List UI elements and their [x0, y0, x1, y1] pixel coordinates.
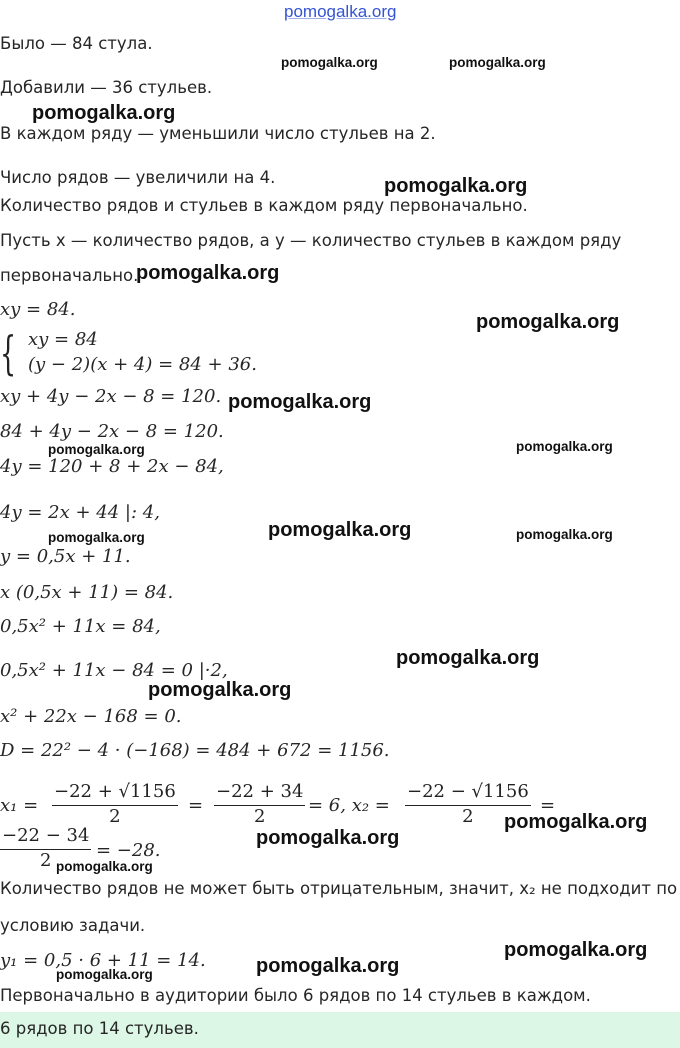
fraction-denominator: 2: [109, 806, 121, 827]
equation-4y: 4y = 120 + 8 + 2x − 84,: [0, 456, 224, 477]
system-brace: {: [0, 326, 17, 380]
watermark: pomogalka.org: [256, 955, 400, 977]
equation-expanded: xy + 4y − 2x − 8 = 120.: [0, 386, 222, 407]
text-line-given-chairs: Было — 84 стула.: [0, 34, 153, 53]
watermark: pomogalka.org: [476, 311, 620, 333]
watermark: pomogalka.org: [56, 859, 153, 874]
watermark: pomogalka.org: [268, 519, 412, 541]
watermark: pomogalka.org: [504, 811, 648, 833]
fraction-numerator: −22 + 34: [214, 781, 305, 806]
answer-text: 6 рядов по 14 стульев.: [0, 1019, 199, 1038]
system-eq-1: xy = 84: [28, 329, 98, 350]
watermark: pomogalka.org: [48, 530, 145, 545]
watermark: pomogalka.org: [284, 2, 397, 21]
watermark: pomogalka.org: [504, 939, 648, 961]
fraction-numerator: −22 − √1156: [405, 781, 531, 806]
text-line-increased-rows: Число рядов — увеличили на 4.: [0, 168, 276, 187]
watermark: pomogalka.org: [281, 55, 378, 70]
watermark: pomogalka.org: [228, 391, 372, 413]
text-line-negative: Количество рядов не может быть отрицательным, значит, x₂ не подходит по: [0, 879, 678, 898]
equals-sign: =: [188, 795, 204, 816]
text-line-let-cont: первоначально.: [0, 266, 139, 285]
fraction-denominator: 2: [462, 806, 474, 827]
fraction-x1-sqrt: [52, 781, 178, 828]
text-line-condition: условию задачи.: [0, 916, 146, 935]
equation-y: y = 0,5x + 11.: [0, 546, 131, 567]
text-line-decreased: В каждом ряду — уменьшили число стульев на 2.: [0, 124, 436, 143]
fraction-numerator: −22 + √1156: [52, 781, 178, 806]
text-line-conclusion: Первоначально в аудитории было 6 рядов по 14 стульев в каждом.: [0, 986, 591, 1005]
equation-substituted: 84 + 4y − 2x − 8 = 120.: [0, 421, 224, 442]
text-line-unknown: Количество рядов и стульев в каждом ряду первоначально.: [0, 196, 528, 215]
watermark: pomogalka.org: [136, 262, 280, 284]
fraction-denominator: 2: [39, 850, 52, 871]
text-line-added-chairs: Добавили — 36 стульев.: [0, 78, 213, 97]
watermark: pomogalka.org: [256, 827, 400, 849]
watermark: pomogalka.org: [48, 442, 145, 457]
equation-substitute-y: x (0,5x + 11) = 84.: [0, 582, 174, 603]
equation-quadratic-3: x² + 22x − 168 = 0.: [0, 706, 182, 727]
equation-xy: xy = 84.: [0, 299, 76, 320]
watermark: pomogalka.org: [516, 439, 613, 454]
fraction-denominator: 2: [253, 806, 266, 827]
equation-y1: y₁ = 0,5 · 6 + 11 = 14.: [0, 950, 206, 971]
equals-sign: =: [540, 795, 556, 816]
watermark: pomogalka.org: [32, 102, 176, 124]
equation-quadratic-2: 0,5x² + 11x − 84 = 0 |·2,: [0, 660, 228, 681]
root-x1-result: = 6, x₂ =: [308, 795, 390, 816]
root-x2-result: = −28.: [96, 840, 161, 861]
watermark: pomogalka.org: [449, 55, 546, 70]
watermark: pomogalka.org: [396, 647, 540, 669]
fraction-x1-value: [214, 781, 305, 828]
equation-4y-divide: 4y = 2x + 44 |: 4,: [0, 502, 160, 523]
equation-quadratic-1: 0,5x² + 11x = 84,: [0, 616, 161, 637]
fraction-numerator: −22 − 34: [0, 825, 91, 850]
equation-discriminant: D = 22² − 4 · (−168) = 484 + 672 = 1156.: [0, 740, 390, 761]
watermark: pomogalka.org: [148, 679, 292, 701]
root-x1-label: x₁ =: [0, 795, 39, 816]
system-eq-2: (y − 2)(x + 4) = 84 + 36.: [28, 354, 257, 375]
watermark: pomogalka.org: [384, 175, 528, 197]
watermark: pomogalka.org: [516, 527, 613, 542]
answer-box: [0, 1012, 680, 1048]
watermark: pomogalka.org: [56, 967, 153, 982]
text-line-let: Пусть x — количество рядов, а y — количество стульев в каждом ряду: [0, 231, 622, 250]
